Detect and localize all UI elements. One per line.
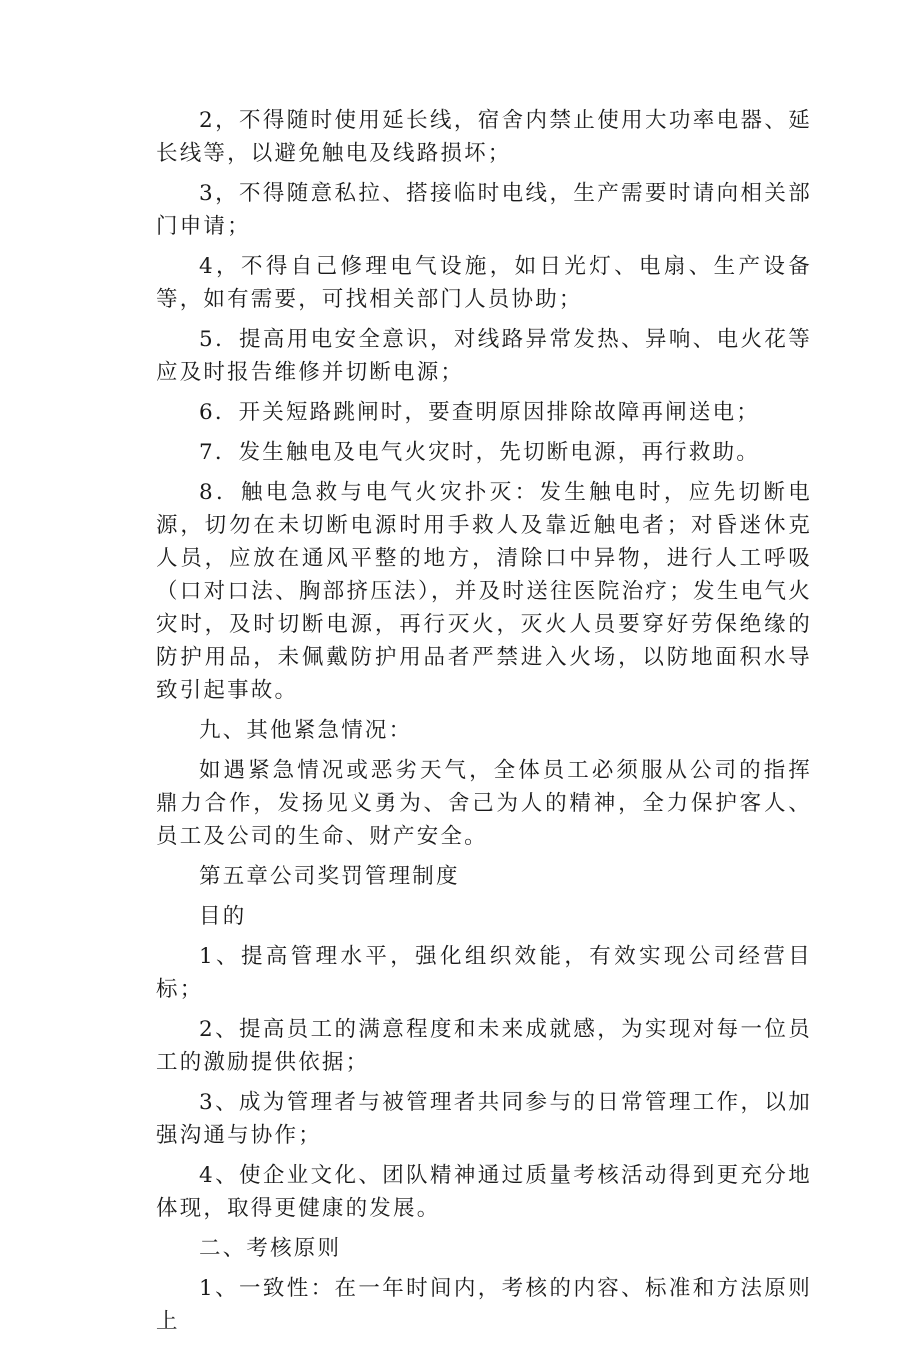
paragraph-rule-7: 7．发生触电及电气火灾时，先切断电源，再行救助。 xyxy=(199,440,760,465)
chapter-heading: 第五章公司奖罚管理制度 xyxy=(199,864,460,889)
paragraph-rule-8: 8．触电急救与电气火灾扑灭：发生触电时，应先切断电源，切勿在未切断电源时用手救人及靠近触电者；对昏迷休克人员，应放在通风平整的地方，清除口中异物，进行人工呼吸（口对口法、胸部挤压法），并及时送往医院治疗；发生电气火灾时，及时切断电源，再行灭火，灭火人员要穿好劳保绝缘的防护用品，未佩戴防护用品者严禁进入火场，以防地面积水导致引起事故。 xyxy=(156,480,812,703)
paragraph-emergency: 如遇紧急情况或恶劣天气，全体员工必须服从公司的指挥鼎力合作，发扬见义勇为、舍己为人的精神，全力保护客人、员工及公司的生命、财产安全。 xyxy=(156,758,812,849)
paragraph-purpose-3: 3、成为管理者与被管理者共同参与的日常管理工作，以加强沟通与协作； xyxy=(156,1090,812,1148)
paragraph-purpose-4: 4、使企业文化、团队精神通过质量考核活动得到更充分地体现，取得更健康的发展。 xyxy=(156,1163,812,1221)
paragraph-purpose-1: 1、提高管理水平，强化组织效能，有效实现公司经营目标； xyxy=(156,944,812,1002)
section-heading-purpose: 目的 xyxy=(199,904,247,929)
paragraph-rule-5: 5．提高用电安全意识，对线路异常发热、异响、电火花等应及时报告维修并切断电源； xyxy=(156,327,812,385)
paragraph-rule-3: 3，不得随意私拉、搭接临时电线，生产需要时请向相关部门申请； xyxy=(156,181,812,239)
document-body xyxy=(156,104,812,1345)
section-heading-principles: 二、考核原则 xyxy=(199,1236,342,1261)
paragraph-rule-6: 6．开关短路跳闸时，要查明原因排除故障再闸送电； xyxy=(199,400,760,425)
paragraph-purpose-2: 2、提高员工的满意程度和未来成就感，为实现对每一位员工的激励提供依据； xyxy=(156,1017,812,1075)
section-heading-other-emergencies: 九、其他紧急情况： xyxy=(199,718,413,743)
paragraph-rule-4: 4，不得自己修理电气设施，如日光灯、电扇、生产设备等，如有需要，可找相关部门人员协助； xyxy=(156,254,812,312)
paragraph-rule-2: 2，不得随时使用延长线，宿舍内禁止使用大功率电器、延长线等，以避免触电及线路损坏； xyxy=(156,108,812,166)
paragraph-principle-1: 1、一致性：在一年时间内，考核的内容、标准和方法原则上 xyxy=(156,1276,812,1334)
